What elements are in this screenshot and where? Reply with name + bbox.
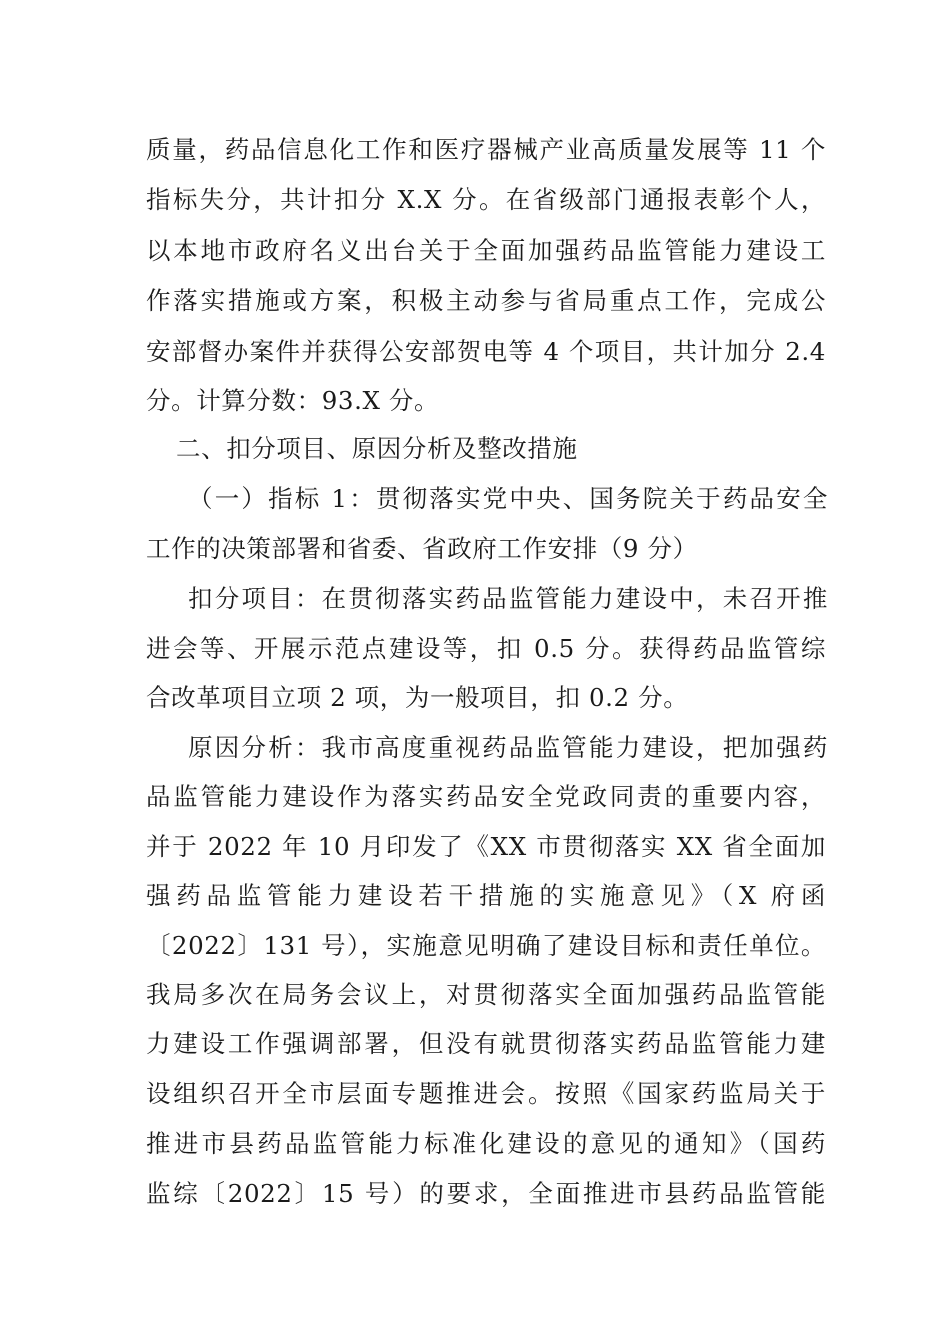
paragraph-line: 我局多次在局务会议上，对贯彻落实全面加强药品监管能: [146, 980, 826, 1009]
paragraph-line: 原因分析：我市高度重视药品监管能力建设，把加强药: [188, 733, 828, 762]
paragraph-line: 指标失分，共计扣分 X.X 分。在省级部门通报表彰个人，: [146, 185, 826, 214]
paragraph-line: 监综〔2022〕15 号）的要求，全面推进市县药品监管能: [146, 1179, 826, 1208]
paragraph-line: 质量，药品信息化工作和医疗器械产业高质量发展等 11 个: [146, 135, 826, 164]
paragraph-line: 分。计算分数：93.X 分。: [146, 386, 440, 415]
paragraph-line: 推进市县药品监管能力标准化建设的意见的通知》（国药: [146, 1129, 826, 1158]
paragraph-line: 〔2022〕131 号），实施意见明确了建设目标和责任单位。: [146, 931, 826, 960]
paragraph-line: 作落实措施或方案，积极主动参与省局重点工作，完成公: [146, 286, 826, 315]
paragraph-line: 强药品监管能力建设若干措施的实施意见》（X 府函: [146, 881, 826, 910]
paragraph-line: 品监管能力建设作为落实药品安全党政同责的重要内容，: [146, 782, 826, 811]
paragraph-line: 扣分项目：在贯彻落实药品监管能力建设中，未召开推: [188, 584, 828, 613]
paragraph-line: 以本地市政府名义出台关于全面加强药品监管能力建设工: [146, 236, 826, 265]
paragraph-line: 并于 2022 年 10 月印发了《XX 市贯彻落实 XX 省全面加: [146, 832, 826, 861]
paragraph-line: 进会等、开展示范点建设等，扣 0.5 分。获得药品监管综: [146, 634, 826, 663]
subsection-heading: （一）指标 1：贯彻落实党中央、国务院关于药品安全: [188, 484, 828, 513]
subsection-heading-line: 工作的决策部署和省委、省政府工作安排（9 分）: [146, 534, 698, 563]
section-heading: 二、扣分项目、原因分析及整改措施: [176, 434, 578, 463]
paragraph-line: 合改革项目立项 2 项，为一般项目，扣 0.2 分。: [146, 683, 689, 712]
paragraph-line: 设组织召开全市层面专题推进会。按照《国家药监局关于: [146, 1079, 826, 1108]
paragraph-line: 力建设工作强调部署，但没有就贯彻落实药品监管能力建: [146, 1029, 826, 1058]
paragraph-line: 安部督办案件并获得公安部贺电等 4 个项目，共计加分 2.4: [146, 337, 826, 366]
